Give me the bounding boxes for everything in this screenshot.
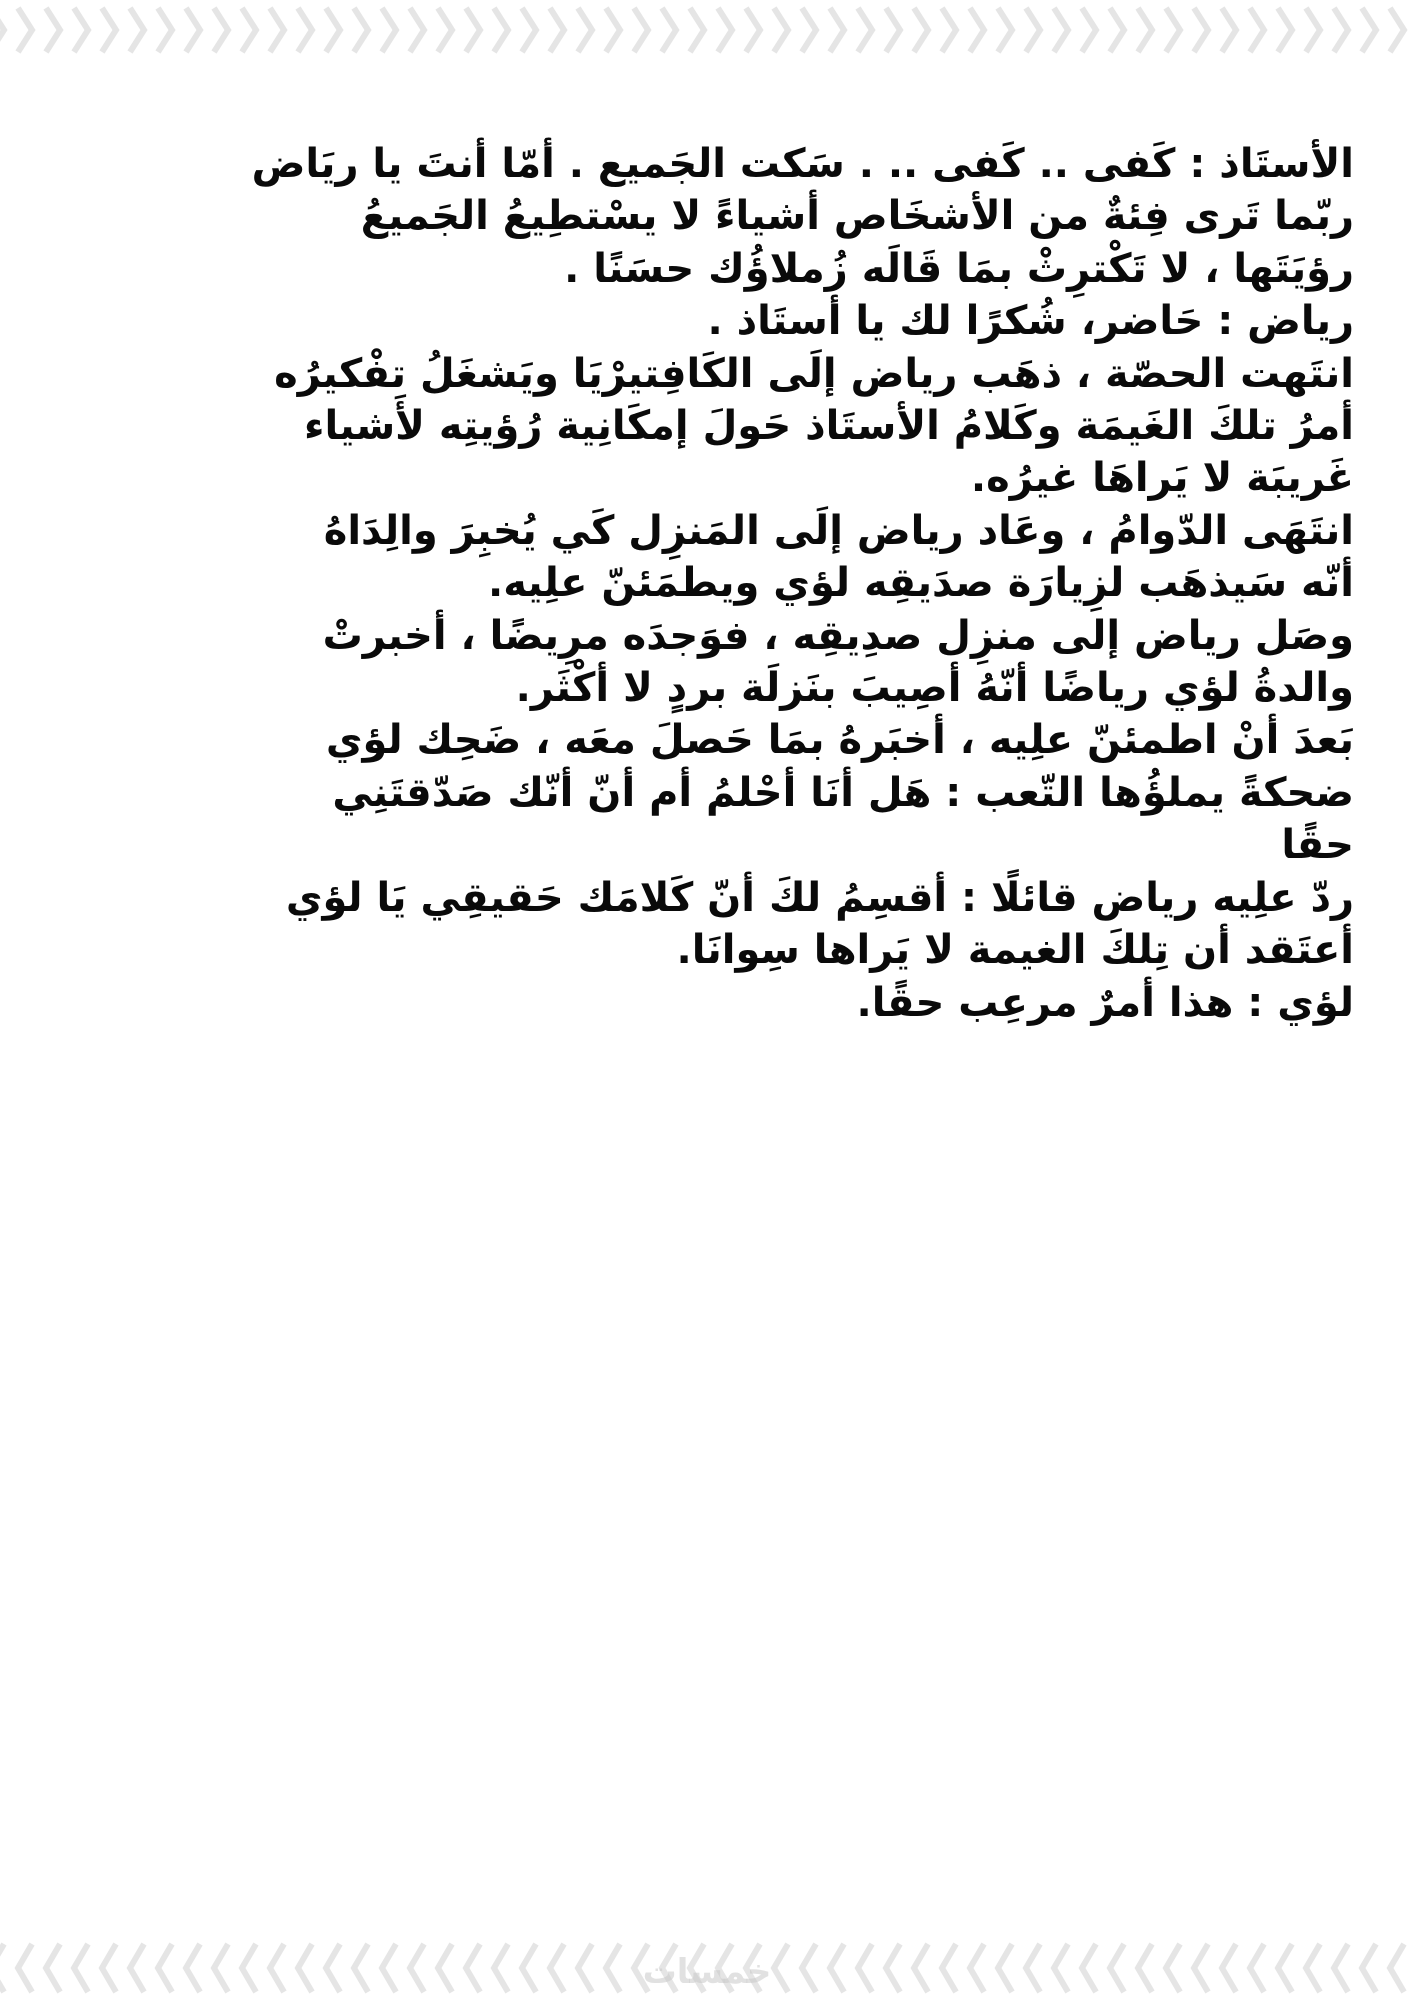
chevron-mark <box>382 8 396 52</box>
chevron-mark <box>0 1944 4 1992</box>
chevron-mark <box>242 1944 256 1992</box>
story-line: لؤي : هذا أمرٌ مرعِب حقًا. <box>856 979 1354 1026</box>
story-line: غَريبَة لا يَراهَا غيرُه. <box>970 455 1354 502</box>
chevron-mark <box>102 8 116 52</box>
chevron-mark <box>1390 8 1404 52</box>
chevron-mark <box>914 8 928 52</box>
chevron-mark <box>1082 8 1096 52</box>
chevron-mark <box>410 1944 424 1992</box>
chevron-mark <box>214 1944 228 1992</box>
chevron-mark <box>214 8 228 52</box>
chevron-mark <box>1306 1944 1320 1992</box>
chevron-mark <box>298 8 312 52</box>
chevron-mark <box>1306 8 1320 52</box>
chevron-mark <box>494 8 508 52</box>
chevron-mark <box>970 8 984 52</box>
chevron-mark <box>1334 8 1348 52</box>
chevron-mark <box>634 8 648 52</box>
chevron-mark <box>522 8 536 52</box>
chevron-mark <box>662 8 676 52</box>
chevron-mark <box>1250 8 1264 52</box>
chevron-mark <box>382 1944 396 1992</box>
chevron-mark <box>494 1944 508 1992</box>
story-line: ربّما تَرى فِئةٌ من الأشخَاص أشياءً لا يسْتطِيعُ الجَميعُ <box>360 193 1354 240</box>
chevron-mark <box>1166 1944 1180 1992</box>
chevron-mark <box>242 8 256 52</box>
chevron-mark <box>550 1944 564 1992</box>
chevron-mark <box>1138 8 1152 52</box>
story-line: بَعدَ أنْ اطمئنّ علِيه ، أخبَرهُ بمَا حَصلَ معَه ، ضَحِك لؤي <box>325 717 1354 764</box>
chevron-mark <box>1278 1944 1292 1992</box>
chevron-mark <box>998 1944 1012 1992</box>
chevron-mark <box>858 1944 872 1992</box>
chevron-mark <box>1054 1944 1068 1992</box>
chevron-mark <box>18 8 32 52</box>
story-line: والدةُ لؤي رياضًا أنّهُ أصِيبَ بنَزلَة بردٍ لا أكْثَر. <box>515 665 1354 712</box>
chevron-mark <box>298 1944 312 1992</box>
chevron-mark <box>718 8 732 52</box>
chevron-mark <box>18 1944 32 1992</box>
chevron-mark <box>1054 8 1068 52</box>
story-line: أمرُ تلكَ الغَيمَة وكَلامُ الأستَاذ حَولَ إمكَانِية رُؤيتِه لأَشياء <box>304 403 1354 450</box>
chevron-mark <box>1362 1944 1376 1992</box>
chevron-mark <box>550 8 564 52</box>
chevron-mark <box>1166 8 1180 52</box>
chevron-mark <box>802 8 816 52</box>
chevron-mark <box>158 8 172 52</box>
chevron-mark <box>1222 1944 1236 1992</box>
chevron-mark <box>1250 1944 1264 1992</box>
chevron-mark <box>858 8 872 52</box>
chevron-mark <box>522 1944 536 1992</box>
chevron-mark <box>438 1944 452 1992</box>
chevron-mark <box>942 8 956 52</box>
chevron-mark <box>1082 1944 1096 1992</box>
chevron-mark <box>326 1944 340 1992</box>
watermark-logo: خمسات <box>642 1952 772 1992</box>
story-line: ضحكةً يملؤُها التّعب : هَل أنَا أحْلمُ أم أنّ أنّك صَدّقتَنِي <box>332 769 1354 816</box>
story-line: حقًا <box>1281 822 1354 869</box>
chevron-mark <box>1138 1944 1152 1992</box>
chevron-mark <box>942 1944 956 1992</box>
story-line: انتَهَى الدّوامُ ، وعَاد رياض إلَى المَنزِل كَي يُخبِرَ والِدَاهُ <box>323 507 1354 554</box>
chevron-mark <box>998 8 1012 52</box>
chevron-mark <box>606 8 620 52</box>
chevron-mark <box>186 8 200 52</box>
chevron-mark <box>886 8 900 52</box>
chevron-mark <box>410 8 424 52</box>
chevron-mark <box>270 8 284 52</box>
chevron-mark <box>1278 8 1292 52</box>
chevron-mark <box>102 1944 116 1992</box>
chevron-mark <box>130 8 144 52</box>
top-chevron-band <box>0 0 1414 60</box>
chevron-mark <box>270 1944 284 1992</box>
chevron-pattern-icon <box>0 0 1414 60</box>
chevron-mark <box>466 1944 480 1992</box>
chevron-mark <box>130 1944 144 1992</box>
chevron-mark <box>354 1944 368 1992</box>
chevron-mark <box>1390 1944 1404 1992</box>
chevron-mark <box>0 8 4 52</box>
chevron-mark <box>186 1944 200 1992</box>
story-text <box>48 138 1354 1029</box>
chevron-mark <box>1110 8 1124 52</box>
story-line: انتَهت الحصّة ، ذهَب رياض إلَى الكَافِتيرْيَا ويَشغَلُ تفْكيرُه <box>274 350 1354 397</box>
chevron-mark <box>326 8 340 52</box>
chevron-mark <box>578 8 592 52</box>
chevron-mark <box>1026 8 1040 52</box>
chevron-mark <box>1194 8 1208 52</box>
chevron-mark <box>690 8 704 52</box>
chevron-mark <box>354 8 368 52</box>
chevron-mark <box>746 8 760 52</box>
chevron-mark <box>1362 8 1376 52</box>
chevron-mark <box>578 1944 592 1992</box>
story-line: رؤيَتَها ، لا تَكْترِثْ بمَا قَالَه زُملاؤُك حسَنًا . <box>564 245 1354 292</box>
chevron-mark <box>74 8 88 52</box>
chevron-mark <box>1026 1944 1040 1992</box>
chevron-mark <box>886 1944 900 1992</box>
chevron-mark <box>830 8 844 52</box>
chevron-mark <box>74 1944 88 1992</box>
chevron-mark <box>1222 8 1236 52</box>
chevron-mark <box>46 1944 60 1992</box>
chevron-mark <box>914 1944 928 1992</box>
chevron-mark <box>970 1944 984 1992</box>
chevron-mark <box>1194 1944 1208 1992</box>
chevron-mark <box>46 8 60 52</box>
chevron-mark <box>1334 1944 1348 1992</box>
story-line: وصَل رياض إلى منزِل صدِيقِه ، فوَجدَه مرِيضًا ، أخبرتْ <box>322 612 1354 659</box>
story-line: أعتَقد أن تِلكَ الغيمة لا يَراها سِوانَا. <box>676 927 1354 974</box>
chevron-mark <box>158 1944 172 1992</box>
chevron-mark <box>438 8 452 52</box>
story-line: رياض : حَاضر، شُكرًا لك يا أستَاذ . <box>707 298 1354 345</box>
chevron-mark <box>1110 1944 1124 1992</box>
chevron-mark <box>466 8 480 52</box>
chevron-mark <box>774 8 788 52</box>
story-line: أنّه سَيذهَب لزِيارَة صدَيقِه لؤي ويطمَئنّ علِيه. <box>488 560 1354 607</box>
chevron-mark <box>830 1944 844 1992</box>
story-line: الأستَاذ : كَفى .. كَفى .. . سَكت الجَميع . أمّا أنتَ يا ريَاض <box>251 141 1354 187</box>
story-line: ردّ علِيه رياض قائلًا : أقسِمُ لكَ أنّ كَلامَك حَقيقِي يَا لؤي <box>285 874 1354 921</box>
